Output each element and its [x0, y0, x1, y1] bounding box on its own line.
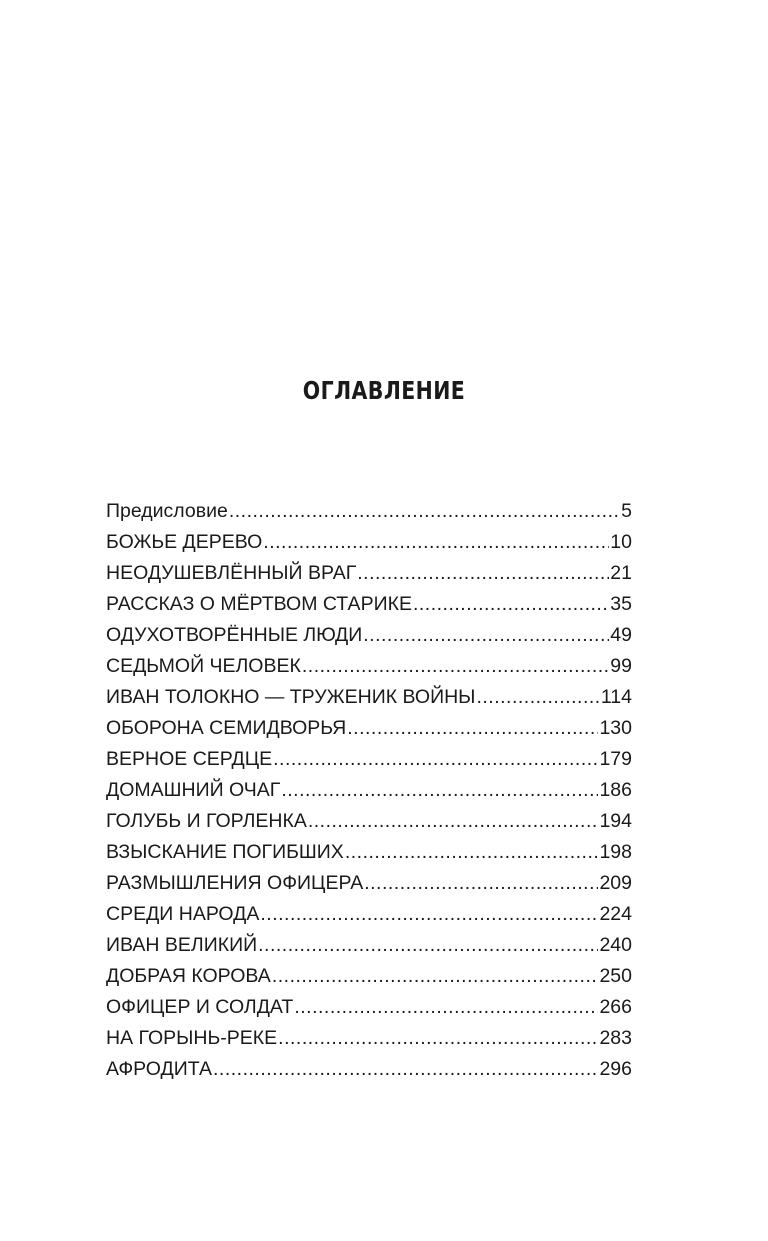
toc-entry-title: НЕОДУШЕВЛЁННЫЙ ВРАГ: [106, 562, 357, 584]
toc-entry: [106, 713, 632, 744]
dot-leader: [213, 1054, 598, 1085]
dot-leader: [294, 992, 598, 1023]
toc-entry: [106, 682, 632, 713]
dot-leader: [357, 558, 609, 589]
toc-entry-page: 21: [610, 562, 632, 584]
toc-entry-title: РАЗМЫШЛЕНИЯ ОФИЦЕРА: [106, 872, 364, 894]
toc-entry-page: 250: [599, 965, 632, 987]
dot-leader: [278, 1023, 598, 1054]
toc-entry-title: РАССКАЗ О МЁРТВОМ СТАРИКЕ: [106, 593, 412, 615]
toc-entry: [106, 589, 632, 620]
dot-leader: [263, 527, 609, 558]
toc-entry-title: ВЕРНОЕ СЕРДЦЕ: [106, 748, 273, 770]
toc-entry-title: ОФИЦЕР И СОЛДАТ: [106, 996, 294, 1018]
dot-leader: [476, 682, 599, 713]
toc-entry: [106, 775, 632, 806]
toc-entry-page: 209: [599, 872, 632, 894]
toc-entry-page: 186: [599, 779, 632, 801]
toc-entry: [106, 620, 632, 651]
toc-entry-title: АФРОДИТА: [106, 1058, 212, 1080]
toc-entry: [106, 1023, 632, 1054]
dot-leader: [363, 620, 609, 651]
toc-entry-page: 49: [610, 624, 632, 646]
toc-entry: [106, 806, 632, 837]
toc-entry-title: ВЗЫСКАНИЕ ПОГИБШИХ: [106, 841, 344, 863]
toc-entry: [106, 837, 632, 868]
toc-entry-title: ИВАН ВЕЛИКИЙ: [106, 934, 258, 956]
dot-leader: [260, 899, 598, 930]
dot-leader: [302, 651, 609, 682]
toc-entry: [106, 496, 632, 527]
toc-entry-page: 194: [599, 810, 632, 832]
toc-entry-title: СРЕДИ НАРОДА: [106, 903, 260, 925]
toc-entry-page: 179: [599, 748, 632, 770]
toc-entry-title: СЕДЬМОЙ ЧЕЛОВЕК: [106, 655, 301, 677]
dot-leader: [364, 868, 598, 899]
page-title: ОГЛАВЛЕНИЕ: [302, 376, 466, 405]
toc-entry: [106, 961, 632, 992]
toc-entry: [106, 558, 632, 589]
dot-leader: [258, 930, 598, 961]
toc-entry: [106, 1054, 632, 1085]
toc-entry-page: 35: [610, 593, 632, 615]
toc-entry: [106, 651, 632, 682]
toc-entry-page: 240: [599, 934, 632, 956]
toc-entry-title: ДОМАШНИЙ ОЧАГ: [106, 779, 281, 801]
dot-leader: [308, 806, 599, 837]
toc-entry: [106, 527, 632, 558]
toc-entry-title: ОДУХОТВОРЁННЫЕ ЛЮДИ: [106, 624, 363, 646]
toc-entry-title: ДОБРАЯ КОРОВА: [106, 965, 271, 987]
toc-entry-page: 99: [610, 655, 632, 677]
toc-entry-page: 224: [599, 903, 632, 925]
dot-leader: [347, 713, 598, 744]
toc-entry-title: Предисловие: [106, 500, 228, 522]
toc-entry-title: НА ГОРЫНЬ-РЕКЕ: [106, 1027, 278, 1049]
toc-entry-page: 5: [621, 500, 632, 522]
toc-entry-page: 10: [610, 531, 632, 553]
table-of-contents: [106, 496, 632, 1085]
toc-entry-page: 283: [599, 1027, 632, 1049]
dot-leader: [345, 837, 599, 868]
dot-leader: [413, 589, 609, 620]
toc-entry-page: 296: [599, 1058, 632, 1080]
toc-entry: [106, 930, 632, 961]
toc-entry-page: 266: [599, 996, 632, 1018]
dot-leader: [272, 961, 599, 992]
toc-entry-title: БОЖЬЕ ДЕРЕВО: [106, 531, 263, 553]
toc-entry: [106, 744, 632, 775]
toc-entry-title: ГОЛУБЬ И ГОРЛЕНКА: [106, 810, 307, 832]
toc-entry-page: 114: [600, 686, 632, 708]
toc-entry-title: ОБОРОНА СЕМИДВОРЬЯ: [106, 717, 347, 739]
toc-entry-title: ИВАН ТОЛОКНО — ТРУЖЕНИК ВОЙНЫ: [106, 686, 476, 708]
dot-leader: [281, 775, 598, 806]
toc-entry-page: 130: [599, 717, 632, 739]
toc-entry: [106, 868, 632, 899]
dot-leader: [229, 496, 620, 527]
toc-entry: [106, 992, 632, 1023]
toc-entry-page: 198: [599, 841, 632, 863]
dot-leader: [273, 744, 598, 775]
toc-entry: [106, 899, 632, 930]
